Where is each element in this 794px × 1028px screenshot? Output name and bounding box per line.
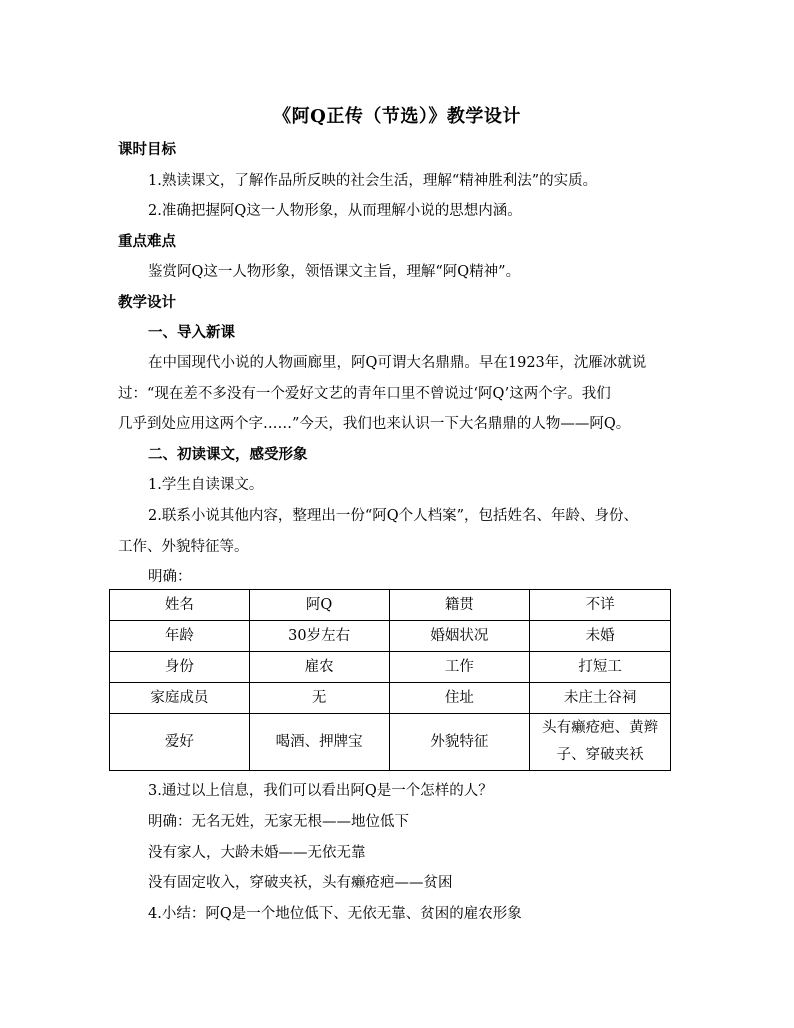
table-cell: 打短工 [530, 652, 671, 683]
goals-heading: 课时目标 [118, 141, 176, 158]
table-cell: 籍贯 [389, 590, 530, 621]
goal-1: 1.熟读课文，了解作品所反映的社会生活，理解“精神胜利法”的实质。 [148, 173, 598, 189]
answer-line-2: 没有家人，大龄未婚——无依无靠 [148, 845, 366, 861]
document-title: 《阿Q正传（节选）》教学设计 [273, 106, 521, 127]
key-heading: 重点难点 [118, 233, 176, 250]
profile-table [109, 589, 671, 771]
table-cell: 未婚 [530, 621, 671, 652]
step1-line-1: 在中国现代小说的人物画廊里，阿Q可谓大名鼎鼎。早在1923年，沈雁冰就说 [148, 355, 647, 371]
table-row [110, 590, 671, 621]
step2-item-2-line-2: 工作、外貌特征等。 [118, 539, 249, 555]
table-cell: 姓名 [110, 590, 250, 621]
table-cell: 婚姻状况 [389, 621, 530, 652]
table-cell: 住址 [389, 683, 530, 714]
table-cell: 阿Q [249, 590, 389, 621]
table-cell: 爱好 [110, 714, 250, 771]
key-text: 鉴赏阿Q这一人物形象，领悟课文主旨，理解“阿Q精神”。 [148, 264, 521, 280]
table-cell: 外貌特征 [389, 714, 530, 771]
table-cell: 喝酒、押牌宝 [249, 714, 389, 771]
step1-heading: 一、导入新课 [148, 324, 235, 341]
table-cell: 雇农 [249, 652, 389, 683]
answer-line-1: 明确：无名无姓，无家无根——地位低下 [148, 814, 409, 830]
clarify-label: 明确： [148, 569, 192, 585]
table-cell: 未庄土谷祠 [530, 683, 671, 714]
step2-heading: 二、初读课文，感受形象 [148, 446, 308, 463]
table-row [110, 714, 671, 771]
table-cell: 头有癞疮疤、黄辫子、穿破夹袄 [530, 714, 671, 771]
table-row [110, 652, 671, 683]
step1-line-3: 几乎到处应用这两个字……”今天，我们也来认识一下大名鼎鼎的人物——阿Q。 [118, 416, 631, 432]
table-cell: 家庭成员 [110, 683, 250, 714]
table-cell: 无 [249, 683, 389, 714]
step1-line-2: 过：“现在差不多没有一个爱好文艺的青年口里不曾说过‘阿Q’这两个字。我们 [118, 386, 611, 402]
table-cell: 工作 [389, 652, 530, 683]
table-cell: 30岁左右 [249, 621, 389, 652]
table-cell: 不详 [530, 590, 671, 621]
goal-2: 2.准确把握阿Q这一人物形象，从而理解小说的思想内涵。 [148, 203, 522, 219]
step2-item-2-line-1: 2.联系小说其他内容，整理出一份“阿Q个人档案”，包括姓名、年龄、身份、 [148, 508, 639, 524]
table-cell: 身份 [110, 652, 250, 683]
table-row [110, 683, 671, 714]
answer-line-3: 没有固定收入，穿破夹袄，头有癞疮疤——贫困 [148, 875, 453, 891]
question-3: 3.通过以上信息，我们可以看出阿Q是一个怎样的人？ [148, 783, 493, 799]
table-row [110, 621, 671, 652]
step2-item-1: 1.学生自读课文。 [148, 477, 264, 493]
design-heading: 教学设计 [118, 294, 176, 311]
table-cell: 年龄 [110, 621, 250, 652]
summary-line: 4.小结：阿Q是一个地位低下、无依无靠、贫困的雇农形象 [148, 906, 522, 922]
